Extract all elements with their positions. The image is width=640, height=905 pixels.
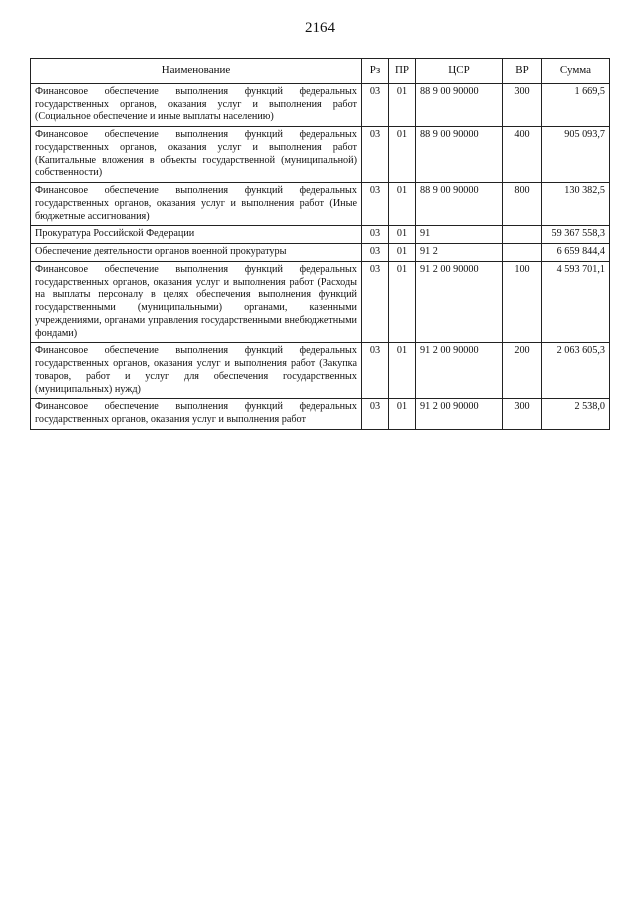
table-row (31, 83, 610, 126)
budget-table (30, 58, 610, 430)
row-rz: 03 (362, 183, 389, 226)
row-name: Финансовое обеспечение выполнения функций федеральных государственных органов, оказания услуг и выполнения работ (Закупка товаров, работ и услуг для обеспечения государственных (муниципальных) нужд) (31, 343, 362, 399)
row-csr: 91 2 (416, 244, 503, 262)
row-sum: 2 538,0 (542, 399, 610, 430)
row-pr: 01 (389, 261, 416, 343)
table-row (31, 343, 610, 399)
row-name: Финансовое обеспечение выполнения функций федеральных государственных органов, оказания услуг и выполнения работ (Социальное обеспечение и иные выплаты населению) (31, 83, 362, 126)
table-row (31, 183, 610, 226)
header-csr: ЦСР (416, 59, 503, 84)
row-sum: 130 382,5 (542, 183, 610, 226)
table-row (31, 127, 610, 183)
row-name: Финансовое обеспечение выполнения функций федеральных государственных органов, оказания услуг и выполнения работ (Расходы на выплаты персоналу в целях обеспечения выполнения функций государственными (муниципальными) органами, казенными учреждениями, органами управления государственными внебюджетными фондами) (31, 261, 362, 343)
row-pr: 01 (389, 127, 416, 183)
row-sum: 1 669,5 (542, 83, 610, 126)
row-rz: 03 (362, 261, 389, 343)
header-sum: Сумма (542, 59, 610, 84)
row-rz: 03 (362, 399, 389, 430)
row-csr: 91 2 00 90000 (416, 261, 503, 343)
row-pr: 01 (389, 183, 416, 226)
row-csr: 91 2 00 90000 (416, 343, 503, 399)
row-pr: 01 (389, 83, 416, 126)
row-csr: 88 9 00 90000 (416, 183, 503, 226)
header-rz: Рз (362, 59, 389, 84)
row-rz: 03 (362, 343, 389, 399)
row-sum: 59 367 558,3 (542, 226, 610, 244)
row-rz: 03 (362, 226, 389, 244)
table-row (31, 399, 610, 430)
row-vr: 100 (503, 261, 542, 343)
row-vr: 300 (503, 83, 542, 126)
row-vr (503, 244, 542, 262)
row-csr: 91 2 00 90000 (416, 399, 503, 430)
row-vr: 800 (503, 183, 542, 226)
row-pr: 01 (389, 399, 416, 430)
row-csr: 88 9 00 90000 (416, 83, 503, 126)
row-name: Финансовое обеспечение выполнения функций федеральных государственных органов, оказания услуг и выполнения работ (31, 399, 362, 430)
row-rz: 03 (362, 127, 389, 183)
row-csr: 88 9 00 90000 (416, 127, 503, 183)
row-name: Прокуратура Российской Федерации (31, 226, 362, 244)
row-vr (503, 226, 542, 244)
row-sum: 4 593 701,1 (542, 261, 610, 343)
row-vr: 300 (503, 399, 542, 430)
page-number: 2164 (305, 20, 335, 36)
row-csr: 91 (416, 226, 503, 244)
row-name: Финансовое обеспечение выполнения функций федеральных государственных органов, оказания услуг и выполнения работ (Капитальные вложения в объекты государственной (муниципальной) собственности) (31, 127, 362, 183)
table-row (31, 226, 610, 244)
row-rz: 03 (362, 83, 389, 126)
table-row (31, 244, 610, 262)
row-vr: 200 (503, 343, 542, 399)
row-vr: 400 (503, 127, 542, 183)
header-vr: ВР (503, 59, 542, 84)
row-name: Обеспечение деятельности органов военной прокуратуры (31, 244, 362, 262)
row-sum: 6 659 844,4 (542, 244, 610, 262)
row-sum: 2 063 605,3 (542, 343, 610, 399)
header-name: Наименование (31, 59, 362, 84)
row-rz: 03 (362, 244, 389, 262)
row-pr: 01 (389, 244, 416, 262)
row-pr: 01 (389, 343, 416, 399)
row-name: Финансовое обеспечение выполнения функций федеральных государственных органов, оказания услуг и выполнения работ (Иные бюджетные ассигнования) (31, 183, 362, 226)
table-header-row (31, 59, 610, 84)
row-pr: 01 (389, 226, 416, 244)
row-sum: 905 093,7 (542, 127, 610, 183)
table-row (31, 261, 610, 343)
header-pr: ПР (389, 59, 416, 84)
